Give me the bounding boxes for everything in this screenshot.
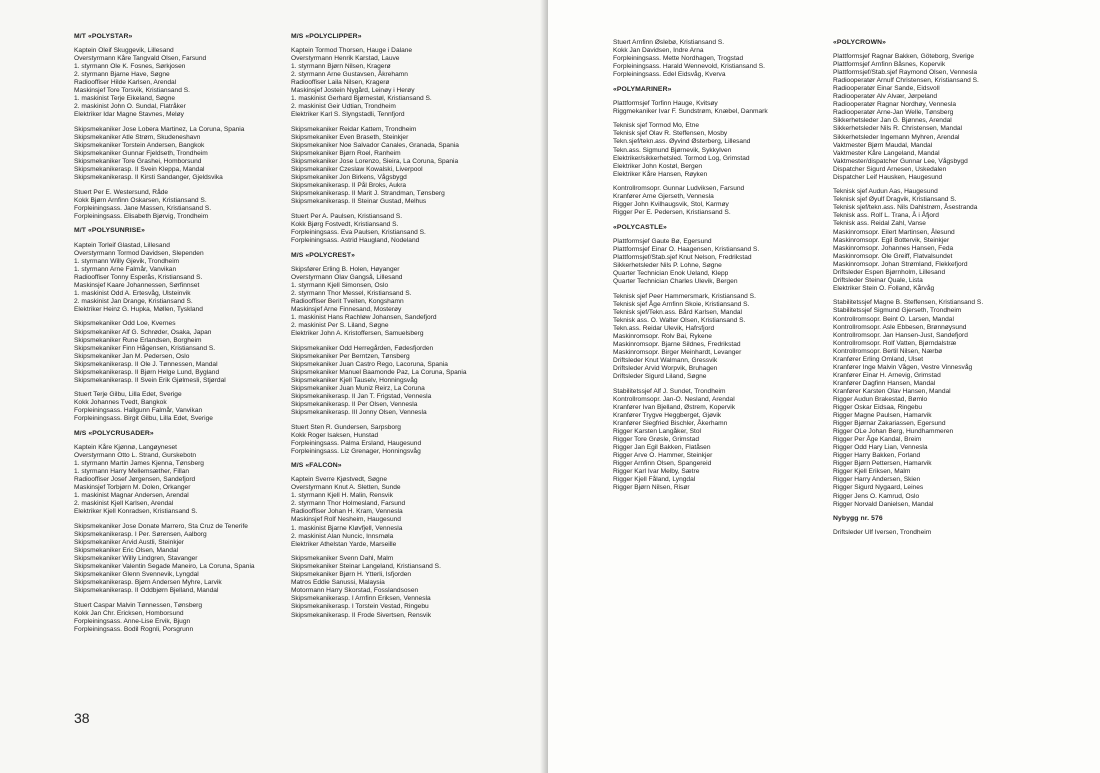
crew-member: Driftsleder Steinar Quale, Lista [833, 276, 923, 284]
crew-member: Plattformsjef Einar O. Haagensen, Kristiansand S. [613, 245, 760, 253]
column-1 [74, 33, 255, 641]
crew-member: Rigger Harry Andersen, Skien [833, 476, 921, 484]
crew-group [613, 39, 768, 79]
crew-member: Rigger John Kvilhaugsvik, Stol, Karmøy [613, 201, 729, 209]
crew-member: Kontrollromsopr. Jan Hansen-Just, Sandefjord [833, 331, 968, 339]
crew-member: Skipsmekanikerasp. II Kirsti Sandanger, Gjeldsvika [74, 174, 223, 182]
crew-member: Overstyrmann Tormod Davidsen, Slependen [74, 249, 204, 257]
crew-member: Skipsmekaniker Noe Salvador Canales, Granada, Spania [291, 142, 459, 150]
crew-member: Forpleiningsass. Anne-Lise Ervik, Bjugn [74, 618, 191, 625]
crew-member: Kontrollromsopr. Rolf Vatten, Bjørndalstræ [833, 339, 957, 347]
crew-member: Sikkerhetsleder Nils R. Christensen, Mandal [833, 125, 962, 133]
crew-member: Skipsmekaniker Finn Hågensen, Kristiansand S. [74, 344, 216, 352]
crew-member: Skipsmekaniker Alf G. Schrøder, Osaka, Japan [74, 328, 212, 336]
crew-group [613, 293, 768, 382]
crew-member: Vaktmester Bjørn Maudal, Mandal [833, 141, 933, 149]
crew-member: Maskinromsopr. Rolv Bai, Rykene [613, 332, 712, 340]
crew-member: Kokk Bjørg Fostvedt, Kristiansand S. [291, 220, 399, 228]
crew-member: Sikkerhetsleder Ingemann Myhren, Arendal [833, 133, 960, 141]
crew-member: Maskinsjef Kaare Johannessen, Sørfinnset [74, 281, 200, 289]
crew-member: Radiooffiser Johan H. Kram, Vennesla [291, 508, 403, 516]
crew-member: Skipsmekaniker Rune Erlandsen, Borgheim [74, 336, 202, 344]
crew-member: Overstyrmann Otto L. Strand, Gurskebotn [74, 452, 197, 460]
crew-member: Forpleiningsass. Jane Massen, Kristiansand S. [74, 204, 212, 212]
crew-member: Teknisk sjef/Tekn.ass. Bård Karlsen, Mandal [613, 308, 743, 316]
crew-member: Rigger Jan Egil Bakken, Flatåsen [613, 444, 711, 452]
crew-member: Plattformsjef/Stab.sjef Knut Nelson, Fredrikstad [613, 254, 752, 262]
crew-member: Maskinsjef Arne Finnesand, Mosterøy [291, 305, 402, 313]
crew-member: 2. styrmann Bjarne Have, Søgne [74, 71, 170, 79]
crew-member: Forpleiningsass. Hallgunn Falmår, Vanvikan [74, 407, 203, 415]
crew-member: Elektriker Kåre Hansen, Røyken [613, 170, 708, 178]
crew-member: Radiooffiser Laila Nilsen, Kragerø [291, 79, 390, 87]
crew-member: 1. styrmann Martin James Kjenna, Tønsberg [74, 460, 204, 468]
crew-member: Radiooperatør Arne-Jan Welle, Tønsberg [833, 109, 954, 117]
crew-member: Stabilitetssjef Sigmund Gjerseth, Trondheim [833, 307, 962, 315]
crew-member: Teknisk sjef/tekn.ass. Nils Dahlstrøm, Åsestranda [833, 204, 978, 212]
crew-member: Radiooperatør Arnulf Christensen, Kristiansand S. [833, 77, 979, 85]
crew-member: Maskinromsopr. Ole Greiff, Flatvalsundet [833, 252, 953, 260]
crew-member: Skipsmekaniker Willy Lindgren, Stavanger [74, 555, 198, 563]
crew-member: 2. styrmann Thor Messel, Kristiansand S. [291, 289, 412, 297]
crew-member: Riggmekaniker Ivar F. Sundstrøm, Knæbel, Danmark [613, 107, 768, 115]
crew-member: Skipsmekaniker Arvid Austli, Steinkjer [74, 539, 184, 547]
crew-section [613, 86, 768, 218]
crew-member: 1. styrmann Arne Falmår, Vanvikan [74, 265, 177, 273]
crew-group [613, 185, 768, 217]
vessel-heading: «POLYMARINER» [613, 85, 672, 93]
crew-member: Stuert Per E. Westersund, Råde [74, 188, 169, 196]
vessel-heading: M/T «POLYSTAR» [74, 33, 133, 40]
crew-member: Kokk Jan Davidsen, Indre Arna [613, 47, 704, 55]
crew-member: Radiooperatør Einar Sande, Eidsvoll [833, 85, 940, 93]
crew-member: Rigger Sigurd Nygaard, Leines [833, 484, 924, 492]
crew-member: 2. styrmann Arne Gustavsen, Åkrehamn [291, 71, 408, 79]
crew-member: 1. styrmann Willy Gjevik, Trondheim [74, 257, 180, 265]
column-3 [613, 39, 768, 499]
crew-member: Skipsmekaniker Czeslaw Kowalski, Liverpool [291, 166, 423, 174]
crew-member: Rigger Tore Grøsle, Grimstad [613, 436, 699, 444]
crew-group [833, 299, 983, 508]
crew-member: Plattformsjef/Stab.sjef Raymond Olsen, Vennesla [833, 69, 978, 77]
crew-member: Teknisk sjef Peer Hammersmark, Kristiansand S. [613, 292, 756, 300]
crew-member: Rigger Per E. Pedersen, Kristiansand S. [613, 209, 731, 217]
crew-group [291, 555, 467, 619]
vessel-heading: «POLYCASTLE» [613, 223, 667, 231]
crew-member: Kranfører Inge Malvin Vågen, Vestre Vinnesvåg [833, 363, 973, 371]
vessel-heading: M/S «POLYCRUSADER» [74, 430, 154, 438]
crew-member: Kaptein Torleif Glastad, Lillesand [74, 241, 170, 249]
crew-member: Skipsmekanikerasp. I Per. Sørensen, Aalborg [74, 531, 207, 539]
crew-member: Kranfører Karsten Olav Hansen, Mandal [833, 387, 951, 395]
crew-group [833, 529, 983, 537]
crew-section [74, 33, 255, 221]
crew-member: Stuert Per A. Paulsen, Kristiansand S. [291, 212, 403, 220]
crew-member: Maskinsjef Tore Torsvik, Kristiansand S. [74, 87, 190, 95]
crew-group [74, 602, 255, 634]
crew-member: Maskinromsopr. Johan Strømland, Flekkefjord [833, 260, 968, 268]
crew-member: Kranfører Ivan Bjelland, Østrem, Kopervik [613, 403, 736, 411]
crew-member: Skipsmekanikerasp. II Steinar Gustad, Melhus [291, 198, 427, 206]
crew-section [291, 252, 467, 456]
crew-member: Skipsmekaniker Eric Olsen, Mandal [74, 547, 179, 555]
crew-group [833, 188, 983, 293]
crew-member: 1. maskinist Bjarne Kløvfjell, Vennesla [291, 524, 403, 532]
crew-group [291, 345, 467, 417]
crew-member: Overstyrmann Kåre Tangvald Olsen, Farsund [74, 55, 207, 63]
crew-group [74, 391, 255, 423]
crew-member: Elektriker Stein O. Folland, Kårvåg [833, 284, 935, 292]
crew-member: Kokk Bjørn Arnfinn Oskarsen, Kristiansand S. [74, 196, 207, 204]
crew-member: Skipsmekaniker Juan Muniz Reirz, La Coruna [291, 384, 425, 392]
crew-member: Maskinromsopr. Eilert Martinsen, Ålesund [833, 228, 955, 236]
crew-member: Elektriker Karl S. Slyngstadli, Tennfjord [291, 111, 405, 119]
crew-member: Skipsmekanikerasp. II Ole J. Tønnessen, Mandal [74, 360, 218, 368]
crew-member: Skipsmekaniker Jose Lorenzo, Sieira, La Coruna, Spania [291, 158, 459, 166]
crew-member: Elektriker Athelstan Yarde, Marseille [291, 540, 397, 548]
vessel-heading: M/T «POLYSUNRISE» [74, 227, 145, 235]
crew-member: Forpleiningsass. Palma Ersland, Haugesund [291, 439, 422, 447]
crew-member: 1. styrmann Kjell H. Malin, Rensvik [291, 492, 393, 500]
crew-member: 2. maskinist John O. Sundal, Flatråker [74, 103, 186, 111]
crew-member: 1. maskinist Magnar Andersen, Arendal [74, 492, 189, 500]
crew-member: Rigger OLe Johan Berg, Hundhammeren [833, 428, 954, 436]
crew-member: Tekn.ass. Sigmund Bjørnevik, Sykkylven [613, 146, 732, 154]
crew-member: Maskinromsopr. Egil Bottervik, Steinkjer [833, 236, 950, 244]
crew-member: Forpleiningsass. Mette Nordhagen, Trogstad [613, 55, 744, 63]
crew-member: Skipsmekaniker Svenn Dahl, Malm [291, 555, 394, 563]
crew-member: Sikkerhetsleder Jan G. Bjønnes, Arendal [833, 117, 952, 125]
crew-member: Kranfører Siegfried Bischler, Åkerhamn [613, 419, 728, 427]
crew-member: 2. maskinist Alan Nuncic, Innsmøla [291, 532, 394, 540]
crew-member: Rigger Karl Ivar Melby, Sætre [613, 468, 700, 476]
crew-member: Skipsmekaniker Atle Strøm, Skudeneshavn [74, 134, 201, 142]
crew-member: Radiooffiser Josef Jørgensen, Sandefjord [74, 476, 196, 484]
crew-member: Teknisk sjef Audun Aas, Haugesund [833, 188, 938, 196]
left-page [0, 0, 548, 773]
crew-member: Kranfører Einar H. Arnevig, Grimstad [833, 371, 941, 379]
crew-member: Plattformsjef Gaute Bø, Egersund [613, 237, 712, 245]
crew-section [613, 39, 768, 79]
crew-member: Vaktmester Kåre Langeland, Mandal [833, 149, 940, 157]
crew-member: Driftsleder Ulf Iversen, Trondheim [833, 529, 932, 537]
crew-member: Teknisk ass. Rolf L. Trana, Å i Åfjord [833, 212, 939, 220]
crew-member: Kranfører Erling Omland, Ulset [833, 355, 924, 363]
crew-member: Plattformsjef Ragnar Bakken, Göteborg, Sverige [833, 53, 975, 61]
crew-member: Skipsmekaniker Juan Castro Rego, Lacoruna, Spania [291, 360, 448, 368]
crew-member: Maskinromsopr. Johannes Hansen, Feda [833, 244, 954, 252]
crew-member: Kaptein Kåre Kjønnø, Langøyneset [74, 444, 177, 452]
crew-section [613, 224, 768, 492]
crew-member: Skipsmekanikerasp. II Per Olsen, Vennesla [291, 400, 418, 408]
crew-member: Skipsmekanikerasp. II Pål Broks, Aukra [291, 182, 407, 190]
crew-section [291, 462, 467, 619]
crew-member: Skipsmekaniker Bjørn H. Ytterli, Isfjorden [291, 571, 412, 579]
crew-member: 1. maskinist Hans Rachløw Johansen, Sandefjord [291, 313, 437, 321]
crew-member: Elektriker Idar Magne Stavnes, Meløy [74, 111, 184, 119]
crew-member: Skipsmekaniker Kjell Tauselv, Honningsvåg [291, 376, 418, 384]
crew-member: Rigger Karsten Langåker, Stol [613, 427, 701, 435]
crew-member: Elektriker Kjell Konradsen, Kristiansand S. [74, 508, 198, 516]
crew-member: Quarter Technician Charles Ulevik, Bergen [613, 278, 738, 286]
crew-member: Skipsmekaniker Jan M. Pedersen, Oslo [74, 352, 190, 360]
crew-group [291, 266, 467, 338]
crew-member: Maskinsjef Jostein Nygård, Leinøy i Herøy [291, 87, 415, 95]
crew-member: Elektriker John Kostøl, Bergen [613, 162, 703, 170]
crew-group [291, 424, 467, 456]
crew-member: Rigger Kjell Eriksen, Malm [833, 468, 911, 476]
crew-member: Skipsmekaniker Jon Birkens, Vågsbygd [291, 174, 407, 182]
page-number: 38 [74, 710, 90, 726]
crew-member: Skipsmekanikerasp. II Svein Erik Gjølmesli, Stjørdal [74, 376, 226, 384]
crew-member: Skipsmekanikerasp. II Svein Kleppa, Mandal [74, 166, 205, 174]
crew-member: Kontrollromsopr. Gunnar Ludviksen, Farsund [613, 185, 745, 193]
crew-member: Skipsmekaniker Tore Grashei, Homborsund [74, 158, 202, 166]
crew-member: 1. styrmann Ole K. Fosnes, Sørkjosen [74, 63, 186, 71]
crew-member: Rigger Bjørn Nilsen, Risør [613, 484, 690, 492]
crew-member: Teknisk ass. Reidal Zahl, Vanse [833, 220, 926, 228]
crew-member: Kokk Roger Isaksen, Hunstad [291, 431, 379, 439]
crew-member: Skipsmekaniker Odd Loe, Kvernes [74, 320, 176, 328]
crew-member: Skipsmekaniker Steinar Langeland, Kristiansand S. [291, 563, 441, 571]
crew-member: Kaptein Sverre Kjøstvedt, Søgne [291, 476, 388, 484]
crew-member: Rigger Oskar Eidsaa, Ringebu [833, 404, 923, 412]
crew-member: Skipsmekanikerasp. II Jan T. Frigstad, Vennesla [291, 392, 432, 400]
crew-member: Teknisk sjef Øyulf Dragvik, Kristiansand S. [833, 196, 957, 204]
crew-member: 1. styrmann Harry Mellemsæther, Fillan [74, 468, 190, 476]
crew-member: Skipsmekanikerasp. I Arnfinn Eriksen, Vennesla [291, 595, 431, 603]
crew-member: Stabilitetssjef Magne B. Steffensen, Kristiansand S. [833, 299, 984, 307]
crew-member: Rigger Bjørnar Zakariassen, Egersund [833, 420, 946, 428]
crew-group [74, 320, 255, 384]
crew-member: Radiooffiser Hilde Karlsen, Arendal [74, 79, 177, 87]
crew-group [291, 213, 467, 245]
crew-member: 2. maskinist Kjell Karlsen, Arendal [74, 500, 174, 508]
crew-member: 1. styrmann Bjørn Nilsen, Kragerø [291, 63, 391, 71]
crew-member: Matros Eddie Sanussi, Malaysia [291, 579, 385, 587]
crew-member: Plattformsjef Arnfinn Båsnes, Kopervik [833, 61, 946, 69]
crew-member: Overstyrmann Olav Gangså, Lillesand [291, 273, 403, 281]
crew-section [291, 33, 467, 245]
crew-member: Rigger Odd Hary Lian, Vennesla [833, 444, 928, 452]
crew-member: 2. styrmann Thor Holmesland, Farsund [291, 500, 406, 508]
crew-member: Skipsmekaniker Bjørn Roel, Ranheim [291, 150, 401, 158]
crew-member: Radiooffiser Tonny Esperås, Kristiansand S. [74, 273, 203, 281]
crew-member: Elektriker/sikkerhetsled. Tormod Log, Grimstad [613, 154, 750, 162]
crew-member: Overstyrmann Knut A. Sletten, Sunde [291, 484, 401, 492]
crew-member: Forpleiningsass. Harald Wennevold, Kristiansand S. [613, 63, 765, 71]
crew-member: Kokk Johannes Tvedt, Bangkok [74, 399, 167, 407]
crew-group [291, 476, 467, 548]
crew-group [833, 53, 983, 182]
crew-member: Skipsmekaniker Odd Herregården, Fødesfjorden [291, 344, 434, 352]
crew-member: Kontrollromsopr. Beint O. Larsen, Mandal [833, 315, 954, 323]
crew-member: Skipsmekaniker Torstein Andersen, Bangkok [74, 142, 205, 150]
crew-member: Dispatcher Sigurd Arnesen, Uskedalen [833, 165, 947, 173]
crew-member: Forpleiningsass. Eva Paulsen, Kristiansand S. [291, 229, 426, 237]
crew-member: Kranfører Trygve Heggberget, Gjøvik [613, 411, 722, 419]
crew-group [74, 242, 255, 314]
crew-group [74, 444, 255, 516]
crew-member: Skipsmekaniker Reidar Kattem, Trondheim [291, 125, 417, 133]
crew-group [613, 122, 768, 178]
crew-member: Rigger Audun Brakestad, Bømlo [833, 395, 928, 403]
crew-member: Skipsmekanikerasp. II Marit J. Strandman, Tønsberg [291, 190, 445, 198]
crew-member: Skipsmekanikerasp. II Frode Sivertsen, Rensvik [291, 611, 431, 619]
crew-member: Skipsmekaniker Even Braseth, Steinkjer [291, 134, 409, 142]
crew-group [74, 189, 255, 221]
crew-group [74, 523, 255, 595]
crew-group [74, 47, 255, 119]
crew-section [833, 39, 983, 509]
crew-member: Overstyrmann Henrik Karstad, Lauve [291, 55, 400, 63]
crew-member: Kokk Jan Chr. Ericksen, Homborsund [74, 609, 184, 617]
crew-member: Tekn.sjef/tekn.ass. Øyvind Østerberg, Lillesand [613, 138, 751, 146]
crew-member: Kranfører Dagfinn Hansen, Mandal [833, 379, 936, 387]
crew-member: Skipsmekaniker Valentin Segade Maneiro, La Coruna, Spania [74, 563, 255, 571]
crew-member: Forpleiningsass. Birgit Gilbu, Lilla Edet, Sverige [74, 415, 213, 423]
crew-section [74, 430, 255, 634]
crew-member: Maskinromsopr. Birger Meinhardt, Levanger [613, 349, 742, 357]
crew-member: 1. maskinist Gerhard Bjørnestøl, Kristiansand S. [291, 95, 432, 103]
crew-member: Skipsmekaniker Jose Lobera Martinez, La Coruna, Spania [74, 125, 245, 133]
vessel-heading: «POLYCROWN» [833, 39, 886, 46]
crew-member: Skipsmekanikerasp. II Oddbjørn Bjelland, Mandal [74, 587, 219, 595]
crew-member: Skipsmekanikerasp. III Jonny Olsen, Vennesla [291, 408, 427, 416]
crew-member: Skipsmekanikerasp. Bjørn Andersen Myhre, Larvik [74, 579, 222, 587]
crew-member: Kaptein Tormod Thorsen, Hauge i Dalane [291, 47, 413, 55]
crew-member: Stuert Arnfinn Øslebø, Kristiansand S. [613, 39, 725, 46]
crew-group [613, 100, 768, 116]
crew-member: Elektriker John A. Kristoffersen, Samuelsberg [291, 330, 424, 338]
crew-member: Rigger Bjørn Pettersen, Hamarvik [833, 460, 932, 468]
crew-member: Kontrollromsopr. Bertil Nilsen, Nærbø [833, 347, 943, 355]
crew-member: Rigger Jens O. Kamrud, Oslo [833, 492, 920, 500]
crew-member: Radiooffiser Berit Tveiten, Kongshamn [291, 297, 404, 305]
crew-member: Forpleiningsass. Elisabeth Bjørvig, Trondheim [74, 212, 209, 220]
crew-member: Skipsmekanikerasp. II Bjørn Helge Lund, Bygland [74, 368, 220, 376]
crew-member: Vaktmester/dispatcher Gunnar Lee, Vågsbygd [833, 157, 968, 165]
crew-group [613, 388, 768, 493]
crew-member: Motormann Harry Skorstad, Fosslandsosen [291, 587, 419, 595]
crew-member: Driftsleder Knut Walmann, Gressvik [613, 357, 718, 365]
crew-section [833, 515, 983, 537]
crew-member: Stuert Sten R. Gundersen, Sarpsborg [291, 423, 401, 431]
crew-member: 2. maskinist Per S. Liland, Søgne [291, 322, 389, 329]
crew-member: Stabilitetssjef Alf J. Sundet, Trondheim [613, 387, 726, 395]
crew-member: Teknisk sjef Olav R. Steffensen, Mosby [613, 130, 728, 138]
crew-member: Driftsleder Sigurd Liland, Søgne [613, 373, 707, 381]
crew-member: Kranfører Arne Gjerseth, Vennesla [613, 193, 714, 201]
crew-member: Teknisk ass. O. Walter Olsen, Kristiansand S. [613, 316, 746, 324]
crew-member: Kaptein Oleif Skuggevik, Lillesand [74, 47, 174, 55]
vessel-heading: M/S «FALCON» [291, 462, 342, 470]
crew-member: Dispatcher Leif Hausken, Haugesund [833, 173, 943, 181]
crew-group [74, 126, 255, 182]
crew-member: Skipsmekaniker Glenn Svennevik, Lyngdal [74, 571, 199, 579]
crew-member: Skipsmekanikerasp. I Torstein Vestad, Ringebu [291, 603, 429, 611]
crew-member: Teknisk sjef Tormod Mo, Etne [613, 122, 699, 130]
crew-member: Forpleiningsass. Bodil Rognli, Porsgrunn [74, 626, 194, 634]
crew-member: Rigger Per Åge Kandal, Breim [833, 436, 922, 444]
crew-member: Stuert Caspar Malvin Tønnessen, Tønsberg [74, 601, 203, 609]
crew-member: Maskinsjef Rolf Nesheim, Haugesund [291, 516, 401, 524]
crew-member: 2. maskinist Jan Drange, Kristiansand S. [74, 297, 193, 305]
column-2 [291, 33, 467, 626]
crew-member: Quarter Technician Enok Ueland, Klepp [613, 270, 729, 278]
crew-member: Kontrollromsopr. Asle Ebbesen, Brønnøysund [833, 323, 967, 331]
crew-member: Radiooperatør Alv Alvær, Jørpeland [833, 93, 938, 101]
crew-member: Rigger Harry Bakken, Forland [833, 452, 921, 460]
crew-member: Kontrollromsopr. Jan-O. Nesland, Arendal [613, 395, 735, 403]
crew-member: Rigger Magne Paulsen, Hamarvik [833, 412, 932, 420]
crew-member: Skipsmekaniker Gunnar Fjeldseth, Trondheim [74, 150, 208, 158]
crew-member: Tekn.ass. Reidar Ulevik, Hafrsfjord [613, 324, 715, 332]
crew-group [291, 126, 467, 206]
vessel-heading: Nybygg nr. 576 [833, 515, 883, 523]
crew-member: Skipsmekaniker Manuel Baamonde Paz, La Coruna, Spania [291, 368, 467, 376]
crew-member: Rigger Norvald Danielsen, Mandal [833, 500, 934, 508]
crew-member: Forpleiningsass. Astrid Haugland, Nodeland [291, 237, 420, 245]
crew-member: Forpleiningsass. Liz Grenager, Honningsvåg [291, 447, 421, 455]
crew-member: Rigger Arve O. Hammer, Steinkjer [613, 452, 713, 460]
crew-member: Stuert Terje Gilbu, Lilla Edet, Sverige [74, 391, 182, 399]
crew-member: 1. maskinist Terje Eikeland, Søgne [74, 95, 176, 103]
vessel-heading: M/S «POLYCLIPPER» [291, 33, 362, 40]
crew-member: Elektriker Heinz G. Hupka, Møllen, Tyskland [74, 305, 203, 313]
crew-member: Driftsleder Arvid Worpvik, Bruhagen [613, 365, 718, 373]
crew-member: 2. maskinist Geir Udtian, Trondheim [291, 103, 396, 111]
crew-member: Forpleiningsass. Edel Eidsvåg, Kverva [613, 71, 726, 79]
crew-member: 1. styrmann Kjell Simonsen, Oslo [291, 281, 389, 289]
crew-member: Driftsleder Espen Bjørnholm, Lillesand [833, 268, 946, 276]
vessel-heading: M/S «POLYCREST» [291, 251, 355, 259]
crew-member: Skipsmekaniker Per Berntzen, Tønsberg [291, 352, 410, 360]
crew-member: Skipsfører Erling B. Holen, Høyanger [291, 265, 400, 273]
crew-member: Sikkerhetsleder Nils P. Lohne, Søgne [613, 262, 722, 270]
crew-group [291, 47, 467, 119]
crew-member: Skipsmekaniker Jose Donate Marrero, Sta Cruz de Tenerife [74, 522, 248, 530]
crew-member: Plattformsjef Torfinn Hauge, Kvitsøy [613, 99, 718, 107]
crew-member: Maskinromsopr. Bjarne Sildnes, Fredrikstad [613, 341, 741, 348]
crew-member: Radiooperatør Ragnar Nordhøy, Vennesla [833, 101, 957, 109]
right-page [548, 0, 1100, 773]
crew-member: Maskinsjef Torbjørn M. Dolen, Orkanger [74, 484, 191, 492]
crew-section [74, 227, 255, 423]
crew-member: Rigger Arnfinn Olsen, Spangereid [613, 460, 712, 468]
crew-group [613, 238, 768, 286]
crew-member: Teknisk sjef Åge Arnfinn Skoie, Kristiansand S. [613, 300, 750, 308]
column-4 [833, 39, 983, 544]
crew-member: Rigger Kjell Fåland, Lyngdal [613, 476, 696, 484]
crew-member: 1. maskinist Odd A. Ertesvåg, Ulsteinvik [74, 289, 191, 297]
